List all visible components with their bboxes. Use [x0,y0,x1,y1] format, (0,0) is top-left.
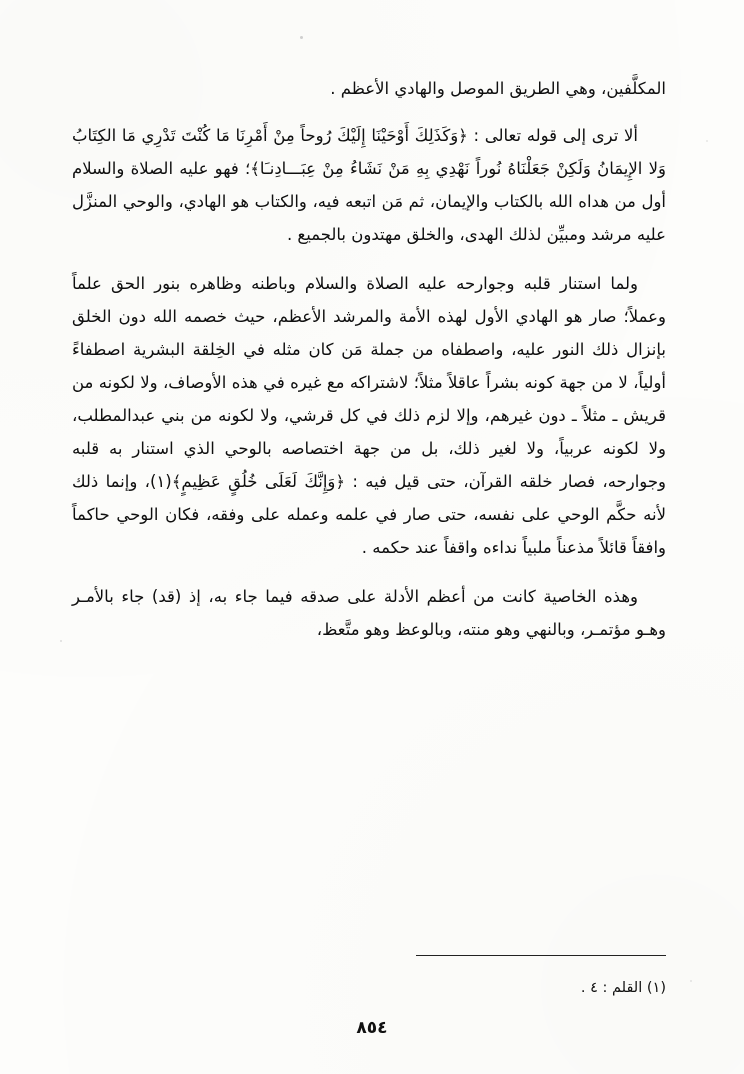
paper-speck [300,36,303,39]
paper-speck [60,640,62,642]
paragraph-main-exposition: ولما استنار قلبه وجوارحه عليه الصلاة والسلام وباطنه وظاهره بنور الحق علماً وعملاً؛ صار هو الهادي الأول لهذه الأمة والمرشد الأعظم، حيث خصمه الله دون الخلق بإنزال ذلك النور عليه، واصطفاه من جملة مَن كان مثله في الخِلقة البشرية اصطفاءً أولياً، لا من جهة كونه بشراً عاقلاً مثلاً؛ لاشتراكه مع غيره في هذه الأوصاف، ولا لكونه من قريش ـ مثلاً ـ دون غيرهم، وإلا لزم ذلك في كل قرشي، ولا لكونه من بني عبدالمطلب، ولا لكونه عربياً، ولا لغير ذلك، بل من جهة اختصاصه بالوحي الذي استنار به قلبه وجوارحه، فصار خلقه القرآن، حتى قيل فيه : ﴿وَإِنَّكَ لَعَلَى خُلُقٍ عَظِيمٍ﴾(١)، وإنما ذلك لأنه حكَّم الوحي على نفسه، حتى صار في علمه وعمله على وفقه، فكان الوحي حاكماً وافقاً قائلاً مذعناً ملبياً نداءه واقفاً عند حكمه . [72,274,666,557]
footnote-marker: (١) [646,980,666,996]
footnote-text: القلم : ٤ . [580,980,643,996]
footnote [581,980,666,996]
paper-speck [706,140,708,142]
page-body [72,72,666,646]
paragraph-opening: المكلَّفين، وهي الطريق الموصل والهادي الأعظم . [330,79,666,98]
paragraph-closing: وهذه الخاصية كانت من أعظم الأدلة على صدقه فيما جاء به، إذ (قد) جاء بالأمـر وهـو مؤتمـر، وبالنهي وهو منته، وبالوعظ وهو متَّعظ، [72,587,666,639]
footnote-separator [416,955,666,956]
paper-speck [690,980,692,982]
page-number: ٨٥٤ [356,1018,388,1038]
paragraph-quran-citation: ألا ترى إلى قوله تعالى : ﴿وَكَذَلِكَ أَوْحَيْنَا إِلَيْكَ رُوحاً مِنْ أَمْرِنَا مَا كُنْتَ تَدْرِي مَا الكِتَابُ وَلا الإِيمَانُ وَلَكِنْ جَعَلْنَاهُ نُوراً نَهْدِي بِهِ مَنْ نَشَاءُ مِنْ عِبَـــادِنـَا﴾؛ فهو عليه الصلاة والسلام أول من هداه الله بالكتاب والإيمان، ثم مَن اتبعه فيه، والكتاب هو الهادي، والوحي المنزَّل عليه مرشد ومبيِّن لذلك الهدى، والخلق مهتدون بالجميع . [72,126,666,244]
